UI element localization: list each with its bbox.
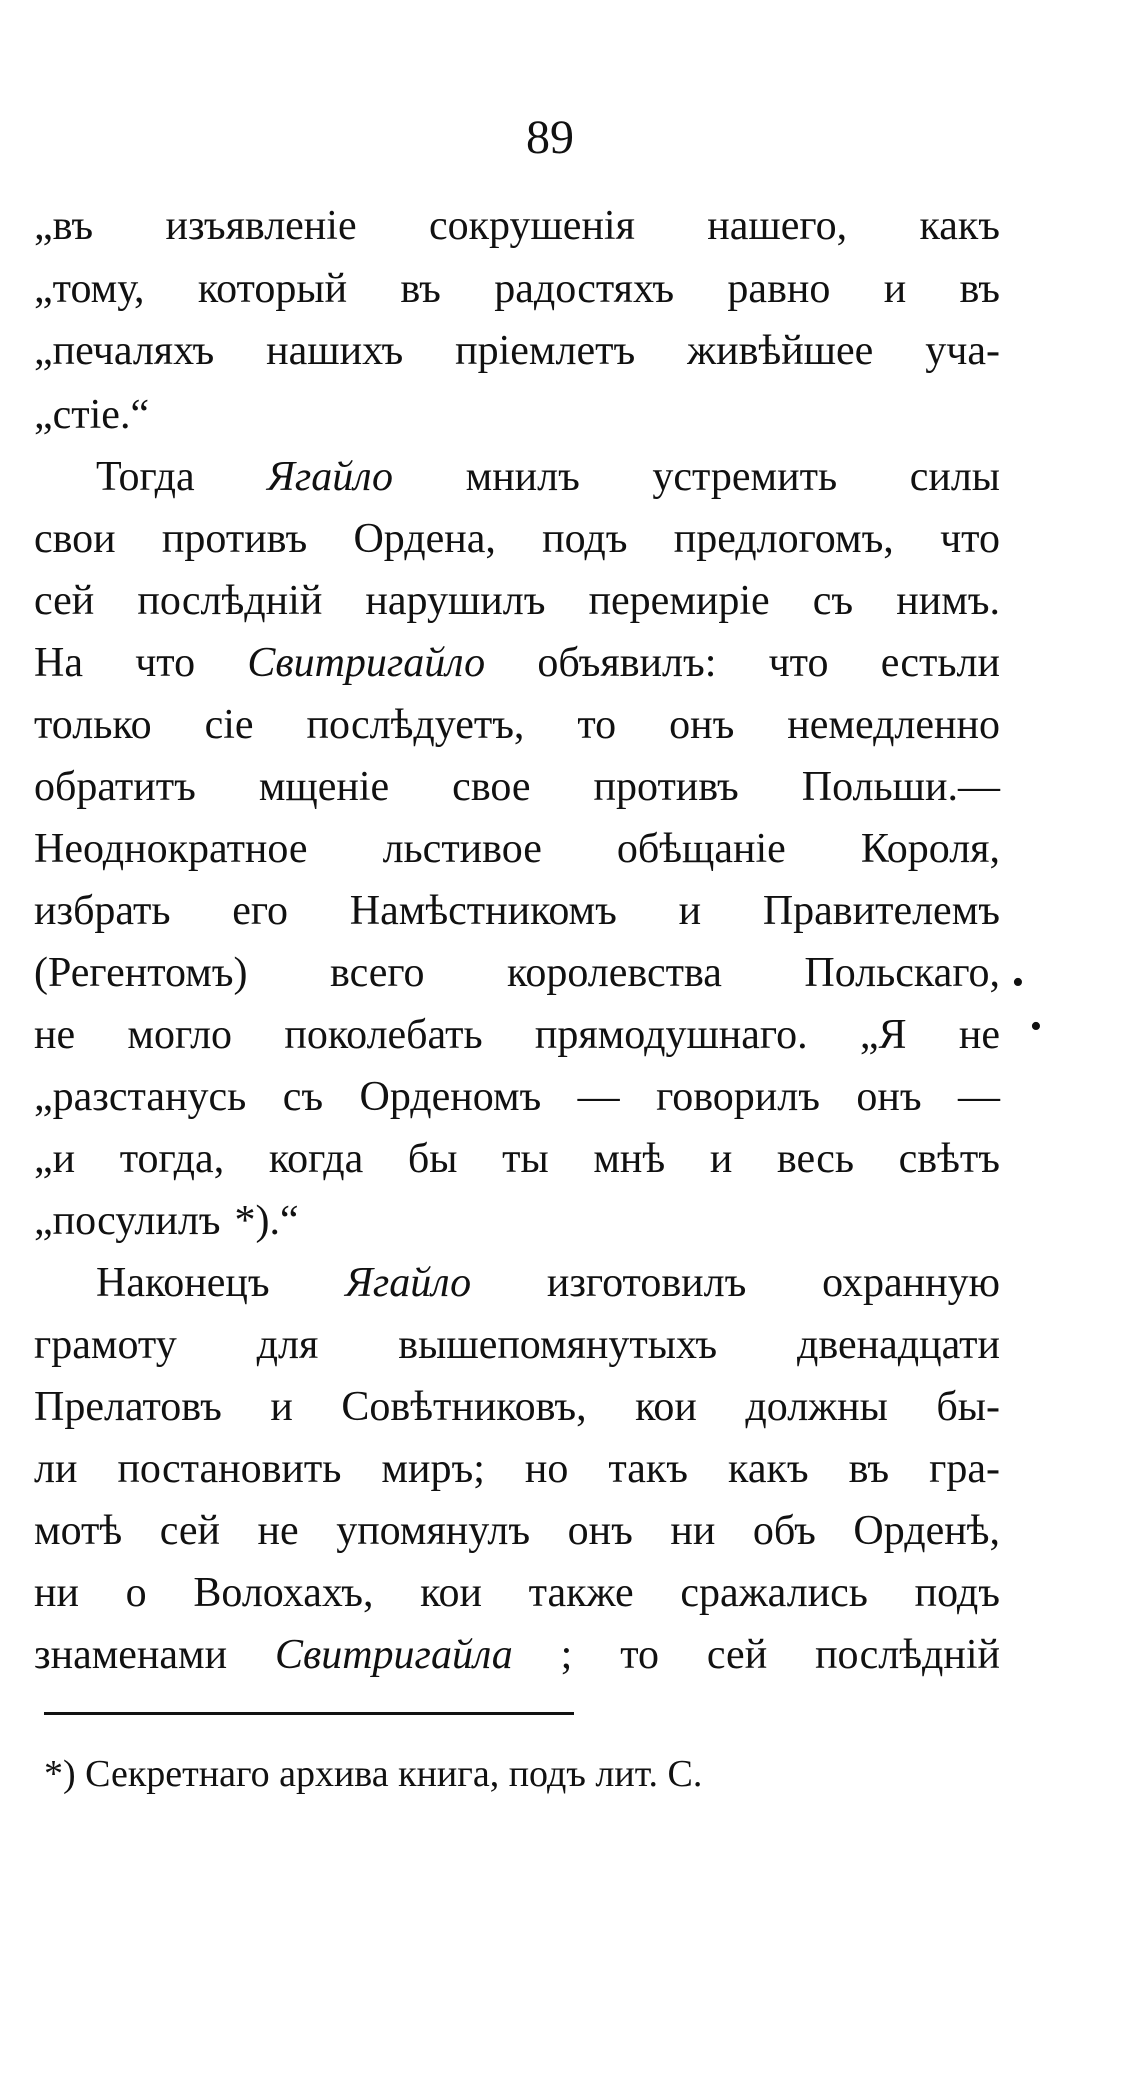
text-line bbox=[0, 1562, 1140, 1624]
word: предлогомъ, bbox=[673, 516, 894, 562]
word: такъ bbox=[608, 1446, 689, 1492]
word: но bbox=[524, 1446, 569, 1492]
word: кои bbox=[635, 1384, 697, 1430]
text-line bbox=[0, 942, 1140, 1004]
word: льстивое bbox=[382, 826, 542, 872]
word: ты bbox=[502, 1136, 549, 1182]
word: пріемлетъ bbox=[455, 328, 636, 374]
word: Волохахъ, bbox=[193, 1570, 374, 1616]
word: естьли bbox=[880, 640, 1000, 686]
text-line bbox=[0, 446, 1140, 508]
word: мнѣ bbox=[593, 1136, 666, 1182]
text-line bbox=[0, 818, 1140, 880]
word: живѣйшее bbox=[687, 328, 874, 374]
text-line bbox=[0, 1624, 1140, 1686]
word: Правителемъ bbox=[762, 888, 1000, 934]
word: Свитригайла bbox=[274, 1632, 513, 1678]
word: миръ; bbox=[381, 1446, 485, 1492]
word: Прелатовъ bbox=[34, 1384, 222, 1430]
word: Орденомъ bbox=[359, 1074, 542, 1120]
word: ни bbox=[670, 1508, 716, 1554]
word: „печаляхъ bbox=[34, 328, 215, 374]
word: „Я bbox=[859, 1012, 907, 1058]
word: обѣщаніе bbox=[616, 826, 786, 872]
word: говорилъ bbox=[656, 1074, 820, 1120]
word: что bbox=[135, 640, 196, 686]
word: послѣдній bbox=[815, 1632, 1000, 1678]
word: всего bbox=[330, 950, 425, 996]
word: сражались bbox=[680, 1570, 868, 1616]
word: объявилъ: bbox=[537, 640, 717, 686]
word: онъ bbox=[567, 1508, 633, 1554]
word: „и bbox=[34, 1136, 76, 1182]
word: въ bbox=[400, 266, 441, 312]
word: не bbox=[34, 1012, 76, 1058]
word: нарушилъ bbox=[365, 578, 546, 624]
word: что bbox=[768, 640, 829, 686]
word: для bbox=[256, 1322, 319, 1368]
word: равно bbox=[727, 266, 831, 312]
word: двенадцати bbox=[797, 1322, 1000, 1368]
text-line bbox=[0, 1004, 1140, 1066]
word: должны bbox=[745, 1384, 888, 1430]
word: „разстанусь bbox=[34, 1074, 247, 1120]
word: объ bbox=[752, 1508, 816, 1554]
word: Намѣстникомъ bbox=[349, 888, 617, 934]
word: постановить bbox=[117, 1446, 342, 1492]
word: бы- bbox=[936, 1384, 1000, 1430]
word: онъ bbox=[856, 1074, 922, 1120]
word: „стіе.“ bbox=[34, 392, 150, 438]
word: не bbox=[958, 1012, 1000, 1058]
text-line bbox=[0, 1128, 1140, 1190]
word: мщеніе bbox=[258, 764, 390, 810]
margin-speck: • bbox=[1012, 964, 1024, 1001]
word: то bbox=[577, 702, 617, 748]
word: прямодушнаго. bbox=[534, 1012, 808, 1058]
word: въ bbox=[959, 266, 1000, 312]
word: что bbox=[940, 516, 1000, 562]
word: сей bbox=[706, 1632, 768, 1678]
word: изготовилъ bbox=[546, 1260, 747, 1306]
footnote-rule bbox=[44, 1712, 574, 1715]
word: вышепомянутыхъ bbox=[398, 1322, 718, 1368]
word: ; bbox=[560, 1632, 573, 1678]
word: поколебать bbox=[284, 1012, 483, 1058]
word: изъявленіе bbox=[165, 203, 357, 249]
word: упомянулъ bbox=[336, 1508, 531, 1554]
margin-speck: • bbox=[1030, 1008, 1042, 1045]
word: нимъ. bbox=[896, 578, 1000, 624]
text-line bbox=[0, 1190, 1140, 1252]
text-line bbox=[0, 384, 1140, 446]
word: и bbox=[883, 266, 907, 312]
word: „тому, bbox=[34, 266, 145, 312]
text-line bbox=[0, 195, 1140, 257]
word: который bbox=[197, 266, 348, 312]
word: королевства bbox=[507, 950, 722, 996]
word: (Регентомъ) bbox=[34, 950, 248, 996]
word: тогда, bbox=[119, 1136, 225, 1182]
word: могло bbox=[127, 1012, 233, 1058]
word: обратитъ bbox=[34, 764, 196, 810]
word: сіе bbox=[204, 702, 254, 748]
page-number: 89 bbox=[526, 111, 574, 164]
word: онъ bbox=[669, 702, 735, 748]
text-line bbox=[0, 694, 1140, 756]
word: когда bbox=[268, 1136, 364, 1182]
word: Наконецъ bbox=[96, 1260, 270, 1306]
word: то bbox=[620, 1632, 660, 1678]
word: устремить bbox=[652, 454, 838, 500]
text-line bbox=[0, 756, 1140, 818]
word: Польскаго, bbox=[804, 950, 1000, 996]
word: сей bbox=[159, 1508, 220, 1554]
word: какъ bbox=[728, 1446, 809, 1492]
word: — bbox=[958, 1074, 1000, 1120]
word: нашего, bbox=[707, 203, 848, 249]
word: *).“ bbox=[234, 1198, 299, 1244]
word: — bbox=[577, 1074, 620, 1120]
word: послѣдуетъ, bbox=[306, 702, 525, 748]
word: грамоту bbox=[34, 1322, 177, 1368]
word: гра- bbox=[929, 1446, 1000, 1492]
word: ли bbox=[34, 1446, 78, 1492]
word: послѣдній bbox=[137, 578, 323, 624]
text-line bbox=[0, 508, 1140, 570]
word: уча- bbox=[925, 328, 1000, 374]
word: сей bbox=[34, 578, 95, 624]
text-line bbox=[0, 258, 1140, 320]
text-line bbox=[0, 570, 1140, 632]
word: охранную bbox=[822, 1260, 1000, 1306]
word: не bbox=[257, 1508, 299, 1554]
word: „посулилъ bbox=[34, 1198, 221, 1244]
word: кои bbox=[420, 1570, 482, 1616]
word: и bbox=[678, 888, 702, 934]
word: мотѣ bbox=[34, 1508, 123, 1554]
word: Неоднократное bbox=[34, 826, 308, 872]
text-line bbox=[0, 1376, 1140, 1438]
word: сокрушенія bbox=[428, 203, 635, 249]
word: Ордена, bbox=[353, 516, 496, 562]
word: Ягайло bbox=[267, 454, 394, 500]
text-line bbox=[0, 1314, 1140, 1376]
word: силы bbox=[909, 454, 1000, 500]
word: свѣтъ bbox=[898, 1136, 1000, 1182]
word: немедленно bbox=[787, 702, 1000, 748]
word: свои bbox=[34, 516, 116, 562]
word: На bbox=[34, 640, 83, 686]
text-line bbox=[0, 632, 1140, 694]
word: Короля, bbox=[860, 826, 1000, 872]
word: противъ bbox=[593, 764, 739, 810]
text-line bbox=[0, 1500, 1140, 1562]
word: бы bbox=[407, 1136, 458, 1182]
text-line bbox=[0, 1066, 1140, 1128]
word: его bbox=[232, 888, 289, 934]
word: противъ bbox=[161, 516, 308, 562]
word: подъ bbox=[542, 516, 628, 562]
word: какъ bbox=[919, 203, 1000, 249]
word: также bbox=[528, 1570, 634, 1616]
word: Ягайло bbox=[345, 1260, 472, 1306]
word: Орденѣ, bbox=[853, 1508, 1000, 1554]
word: съ bbox=[812, 578, 854, 624]
word: и bbox=[709, 1136, 733, 1182]
word: только bbox=[34, 702, 152, 748]
word: ни bbox=[34, 1570, 79, 1616]
word: нашихъ bbox=[266, 328, 404, 374]
text-line bbox=[0, 1438, 1140, 1500]
word: Тогда bbox=[96, 454, 195, 500]
text-line bbox=[0, 1252, 1140, 1314]
text-line bbox=[0, 320, 1140, 382]
word: радостяхъ bbox=[494, 266, 675, 312]
word: избрать bbox=[34, 888, 171, 934]
word: о bbox=[125, 1570, 147, 1616]
word: Свитригайло bbox=[247, 640, 486, 686]
word: мнилъ bbox=[465, 454, 580, 500]
word: въ bbox=[848, 1446, 890, 1492]
word: „въ bbox=[34, 203, 94, 249]
word: съ bbox=[282, 1074, 324, 1120]
word: Совѣтниковъ, bbox=[341, 1384, 587, 1430]
word: свое bbox=[452, 764, 531, 810]
word: и bbox=[270, 1384, 293, 1430]
word: знаменами bbox=[34, 1632, 228, 1678]
text-line bbox=[0, 880, 1140, 942]
word: подъ bbox=[914, 1570, 1000, 1616]
footnote: *) Секретнаго архива книга, подъ лит. С. bbox=[44, 1753, 703, 1795]
word: перемиріе bbox=[588, 578, 770, 624]
word: весь bbox=[776, 1136, 854, 1182]
word: Польши.— bbox=[801, 764, 1000, 810]
